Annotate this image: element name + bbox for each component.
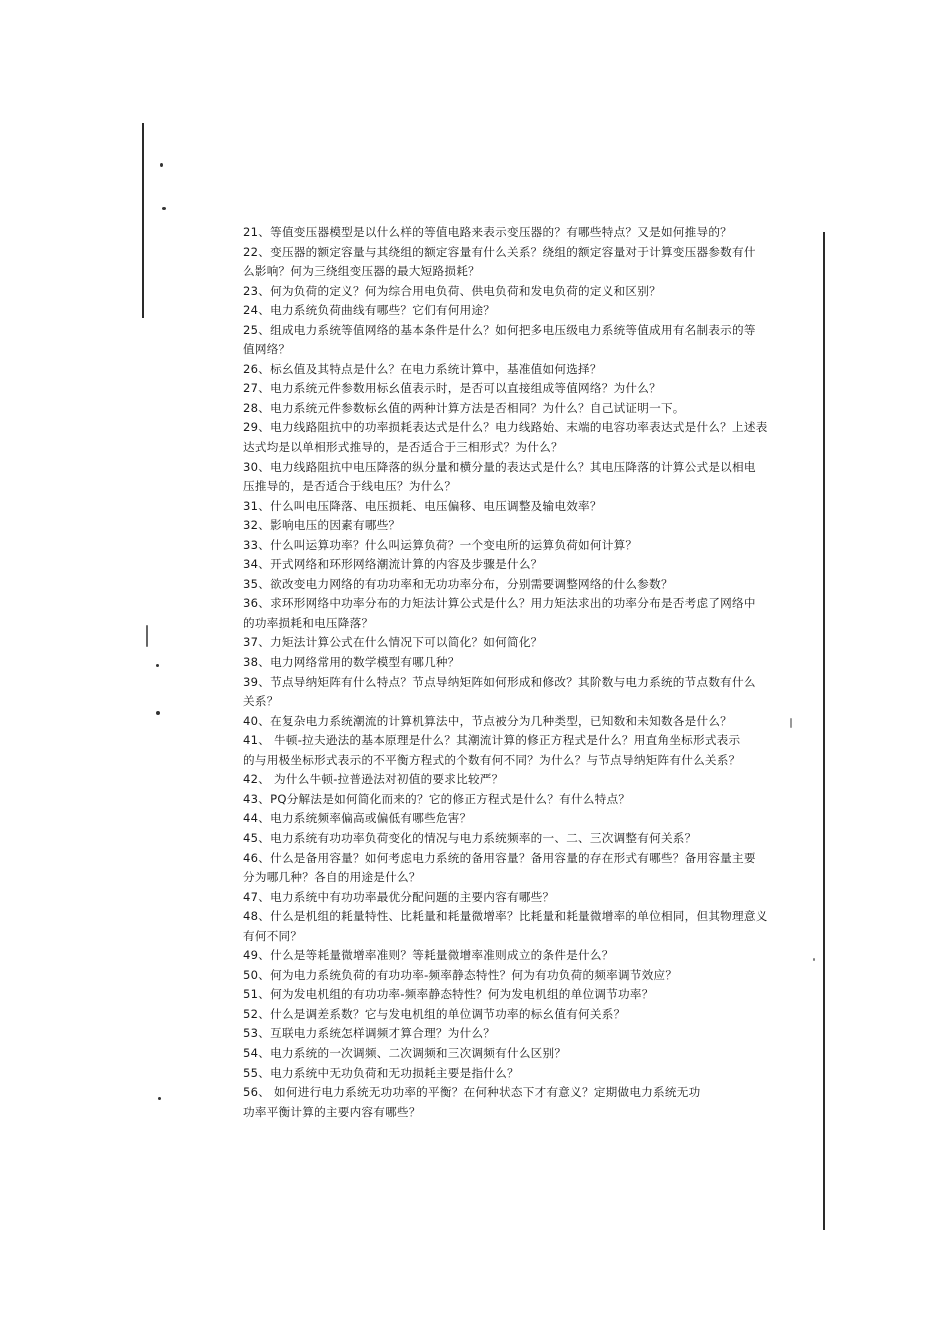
question-line: 42、 为什么牛顿-拉普逊法对初值的要求比较严？ <box>243 772 504 787</box>
question-line: 50、何为电力系统负荷的有功功率-频率静态特性？何为有功负荷的频率调节效应？ <box>243 967 678 982</box>
question-line: 35、欲改变电力网络的有功功率和无功功率分布，分别需要调整网络的什么参数？ <box>243 576 673 591</box>
question-line: 24、电力系统负荷曲线有哪些？它们有何用途？ <box>243 303 496 318</box>
question-line: 55、电力系统中无功负荷和无功损耗主要是指什么？ <box>243 1065 519 1080</box>
question-line: 48、什么是机组的耗量特性、比耗量和耗量微增率？比耗量和耗量微增率的单位相同，但其物理意义 <box>243 909 768 924</box>
question-line: 分为哪几种？各自的用途是什么？ <box>243 870 421 885</box>
question-line: 27、电力系统元件参数用标幺值表示时，是否可以直接组成等值网络？为什么？ <box>243 381 661 396</box>
question-line: 53、互联电力系统怎样调频才算合理？为什么？ <box>243 1026 496 1041</box>
question-line: 39、节点导纳矩阵有什么特点？节点导纳矩阵如何形成和修改？其阶数与电力系统的节点数有什么 <box>243 674 756 689</box>
question-line: 功率平衡计算的主要内容有哪些？ <box>243 1104 421 1119</box>
scan-border-right <box>823 232 825 1230</box>
question-line: 33、什么叫运算功率？什么叫运算负荷？一个变电所的运算负荷如何计算？ <box>243 537 638 552</box>
scan-speck <box>146 625 148 647</box>
question-line: 56、 如何进行电力系统无功功率的平衡？在何种状态下才有意义？定期做电力系统无功 <box>243 1085 701 1100</box>
question-line: 23、何为负荷的定义？何为综合用电负荷、供电负荷和发电负荷的定义和区别？ <box>243 283 661 298</box>
question-line: 22、变压器的额定容量与其绕组的额定容量有什么关系？绕组的额定容量对于计算变压器参数有什 <box>243 244 756 259</box>
question-line: 压推导的，是否适合于线电压？为什么？ <box>243 479 457 494</box>
question-line: 么影响？何为三绕组变压器的最大短路损耗？ <box>243 264 480 279</box>
question-line: 达式均是以单相形式推导的，是否适合于三相形式？为什么？ <box>243 440 563 455</box>
scan-speck <box>790 718 792 728</box>
question-line: 31、什么叫电压降落、电压损耗、电压偏移、电压调整及输电效率？ <box>243 498 602 513</box>
question-line: 29、电力线路阻抗中的功率损耗表达式是什么？电力线路始、末端的电容功率表达式是什么？上述表 <box>243 420 768 435</box>
question-line: 52、什么是调差系数？它与发电机组的单位调节功率的标幺值有何关系？ <box>243 1006 626 1021</box>
scan-speck <box>813 958 815 961</box>
question-line: 32、影响电压的因素有哪些？ <box>243 518 401 533</box>
scan-speck <box>156 664 159 667</box>
question-line: 37、力矩法计算公式在什么情况下可以简化？如何简化？ <box>243 635 543 650</box>
question-line: 54、电力系统的一次调频、二次调频和三次调频有什么区别？ <box>243 1045 567 1060</box>
question-line: 49、什么是等耗量微增率准则？等耗量微增率准则成立的条件是什么？ <box>243 948 614 963</box>
question-list <box>243 223 768 1142</box>
question-line: 值网络？ <box>243 342 291 357</box>
question-line: 38、电力网络常用的数学模型有哪几种？ <box>243 655 460 670</box>
question-line: 44、电力系统频率偏高或偏低有哪些危害？ <box>243 811 472 826</box>
scan-border-left <box>142 123 144 318</box>
question-line: 45、电力系统有功功率负荷变化的情况与电力系统频率的一、二、三次调整有何关系？ <box>243 830 697 845</box>
question-line: 41、 牛顿-拉夫逊法的基本原理是什么？其潮流计算的修正方程式是什么？用直角坐标形式表示 <box>243 733 741 748</box>
question-line: 36、求环形网络中功率分布的力矩法计算公式是什么？用力矩法求出的功率分布是否考虑了网络中 <box>243 596 756 611</box>
question-line: 关系？ <box>243 694 279 709</box>
question-line: 43、PQ分解法是如何简化而来的？它的修正方程式是什么？有什么特点？ <box>243 791 631 806</box>
question-line: 30、电力线路阻抗中电压降落的纵分量和横分量的表达式是什么？其电压降落的计算公式是以相电 <box>243 459 756 474</box>
scan-speck <box>162 207 166 210</box>
question-line: 的功率损耗和电压降落？ <box>243 615 374 630</box>
question-line: 25、组成电力系统等值网络的基本条件是什么？如何把多电压级电力系统等值成用有名制表示的等 <box>243 322 756 337</box>
question-line: 21、等值变压器模型是以什么样的等值电路来表示变压器的？有哪些特点？又是如何推导的？ <box>243 225 733 239</box>
question-line: 47、电力系统中有功功率最优分配问题的主要内容有哪些？ <box>243 889 555 904</box>
question-line: 有何不同？ <box>243 928 303 943</box>
scan-speck <box>156 711 160 715</box>
question-line: 28、电力系统元件参数标幺值的两种计算方法是否相同？为什么？自己试证明一下。 <box>243 400 685 415</box>
question-line <box>243 1122 753 1142</box>
scan-speck <box>158 1097 161 1100</box>
question-line: 46、什么是备用容量？如何考虑电力系统的备用容量？备用容量的存在形式有哪些？备用容量主要 <box>243 850 756 865</box>
scan-speck <box>160 163 163 167</box>
question-line: 的与用极坐标形式表示的不平衡方程式的个数有何不同？为什么？与节点导纳矩阵有什么关系？ <box>243 752 741 767</box>
question-line: 51、何为发电机组的有功功率-频率静态特性？何为发电机组的单位调节功率？ <box>243 987 654 1002</box>
question-line: 40、在复杂电力系统潮流的计算机算法中，节点被分为几种类型，已知数和未知数各是什么？ <box>243 713 733 728</box>
question-line: 26、标幺值及其特点是什么？在电力系统计算中，基准值如何选择？ <box>243 361 602 376</box>
question-line: 34、开式网络和环形网络潮流计算的内容及步骤是什么？ <box>243 557 543 572</box>
